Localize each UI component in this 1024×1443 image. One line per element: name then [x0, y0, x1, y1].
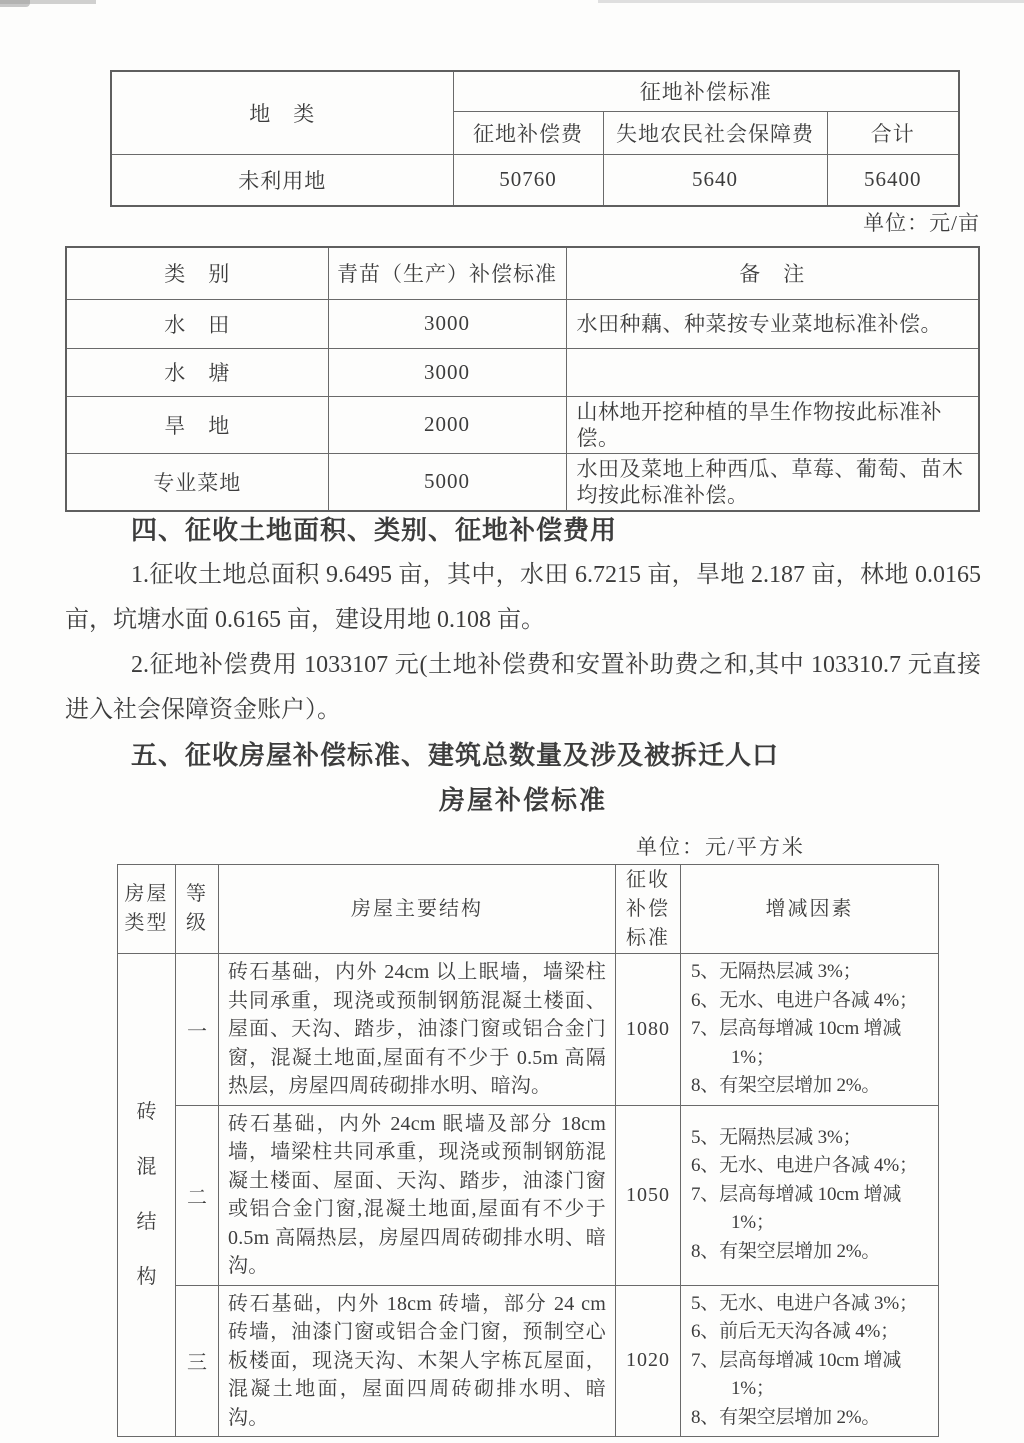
table-row [111, 154, 959, 206]
house-comp-title: 房屋补偿标准 [438, 786, 607, 815]
factor-item: 5、无隔热层减 3%； [691, 1126, 862, 1148]
header-comp-fee: 征地补偿费 [453, 111, 603, 154]
crop-compensation-table [65, 246, 980, 512]
cell-standard: 3000 [328, 299, 566, 348]
factor-item: 6、无水、电进户各减 4%； [691, 1155, 918, 1177]
factor-item: 6、前后无天沟各减 4%； [691, 1321, 899, 1342]
factor-item: 8、有架空层增加 2%。 [691, 1406, 881, 1428]
header-category: 类 别 [66, 247, 328, 299]
header-factors: 增减因素 [681, 865, 939, 954]
cell-category: 水 塘 [66, 348, 328, 396]
cell-land-type: 未利用地 [111, 154, 453, 206]
cell-factors [681, 1105, 939, 1285]
scan-artifact [0, 0, 30, 7]
cell-remark: 水田及菜地上种西瓜、草莓、葡萄、苗木均按此标准补偿。 [566, 453, 979, 511]
cell-standard: 1020 [616, 1285, 681, 1437]
table-row [118, 1105, 939, 1285]
section-4-heading: 四、征收土地面积、类别、征地补偿费用 [131, 516, 618, 545]
factor-item: 8、有架空层增加 2%。 [691, 1240, 881, 1262]
table-row [66, 348, 979, 396]
header-land-type: 地 类 [111, 71, 453, 154]
cell-standard: 3000 [328, 348, 566, 396]
unit-label-per-sqm: 单位：元/平方米 [636, 835, 805, 859]
cell-remark: 水田种藕、种菜按专业菜地标准补偿。 [566, 299, 979, 348]
factor-item: 5、无隔热层减 3%； [691, 961, 862, 982]
cell-category: 专业菜地 [66, 453, 328, 511]
header-comp-standard-group: 征地补偿标准 [453, 71, 959, 111]
header-crop-standard: 青苗（生产）补偿标准 [328, 247, 566, 299]
table-header-row [111, 71, 959, 111]
body-text [65, 508, 981, 823]
land-compensation-table [110, 70, 960, 207]
cell-structure: 砖石基础，内外 24cm 以上眠墙，墙梁柱共同承重，现浇或预制钢筋混凝土楼面、屋面、天沟、踏步，油漆门窗或铝合金门窗，混凝土地面,屋面有不少于 0.5m 高隔热层，房屋四周砖砌排水明、暗沟。 [219, 954, 616, 1106]
cell-standard: 1080 [616, 954, 681, 1106]
cell-house-type [118, 954, 176, 1437]
header-social-security-fee: 失地农民社会保障费 [603, 111, 827, 154]
scan-artifact [0, 0, 96, 4]
cell-grade: 三 [176, 1285, 219, 1437]
table-row [66, 453, 979, 511]
cell-structure: 砖石基础，内外 18cm 砖墙，部分 24 cm 砖墙，油漆门窗或铝合金门窗，预制空心板楼面，现浇天沟、木架人字栋瓦屋面，混凝土地面，屋面四周砖砌排水明、暗沟。 [219, 1285, 616, 1437]
factor-item: 7、层高每增减 10cm 增减 1%； [691, 1349, 902, 1399]
cell-standard: 5000 [328, 453, 566, 511]
cell-factors [681, 1285, 939, 1437]
cell-comp-fee: 50760 [453, 154, 603, 206]
cell-grade: 一 [176, 954, 219, 1106]
table-row [118, 1285, 939, 1437]
cell-standard: 2000 [328, 396, 566, 453]
cell-social-security-fee: 5640 [603, 154, 827, 206]
para-land-area: 1.征收土地总面积 9.6495 亩，其中，水田 6.7215 亩，旱地 2.187 亩，林地 0.0165 亩，坑塘水面 0.6165 亩，建设用地 0.108 亩。 [65, 562, 981, 633]
factor-item: 8、有架空层增加 2%。 [691, 1075, 881, 1096]
cell-structure: 砖石基础，内外 24cm 眠墙及部分 18cm 墙，墙梁柱共同承重，现浇或预制钢筋混凝土楼面、屋面、天沟、踏步，油漆门窗或铝合金门窗,混凝土地面,屋面有不少于 0.5m 高隔热层，房屋四周砖砌排水明、暗沟。 [219, 1105, 616, 1285]
house-compensation-table [117, 864, 939, 1437]
table-header-row [66, 247, 979, 299]
factor-item: 5、无水、电进户各减 3%； [691, 1292, 918, 1314]
unit-label-per-mu: 单位：元/亩 [863, 211, 980, 235]
para-comp-fee: 2.征地补偿费用 1033107 元(土地补偿费和安置补助费之和,其中 103310.7 元直接进入社会保障资金账户）。 [65, 652, 981, 723]
header-total: 合计 [827, 111, 959, 154]
factor-item: 7、层高每增减 10cm 增减 1%； [691, 1183, 902, 1234]
scan-artifact [598, 0, 1024, 3]
table-header-row [118, 865, 939, 954]
cell-category: 旱 地 [66, 396, 328, 453]
cell-grade: 二 [176, 1105, 219, 1285]
header-house-type: 房屋类型 [118, 865, 176, 954]
section-5-heading: 五、征收房屋补偿标准、建筑总数量及涉及被拆迁人口 [131, 741, 780, 770]
table-row [118, 954, 939, 1106]
factor-item: 7、层高每增减 10cm 增减 1%； [691, 1018, 902, 1068]
cell-factors [681, 954, 939, 1106]
cell-total: 56400 [827, 154, 959, 206]
header-remark: 备 注 [566, 247, 979, 299]
cell-standard: 1050 [616, 1105, 681, 1285]
header-grade: 等级 [176, 865, 219, 954]
cell-remark [566, 348, 979, 396]
header-standard: 征收补偿标准 [616, 865, 681, 954]
header-structure: 房屋主要结构 [219, 865, 616, 954]
factor-item: 6、无水、电进户各减 4%； [691, 989, 918, 1011]
table-row [66, 299, 979, 348]
cell-remark: 山林地开挖种植的旱生作物按此标准补偿。 [566, 396, 979, 453]
house-type-vertical-label: 砖混结构 [136, 1101, 157, 1288]
cell-category: 水 田 [66, 299, 328, 348]
table-row [66, 396, 979, 453]
